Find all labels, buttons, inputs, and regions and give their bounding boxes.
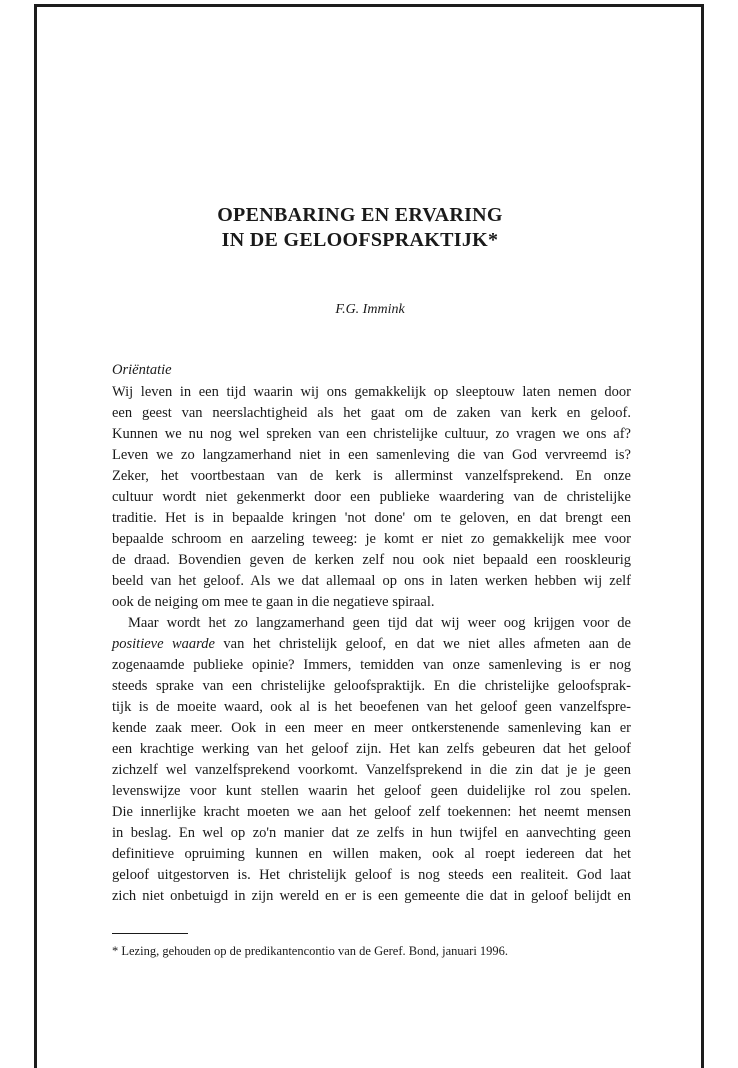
body-line: cultuur wordt niet gekenmerkt door een publieke waardering van de christelijke [112, 489, 631, 505]
body-line: levenswijze voor kunt stellen waarin het geloof geen duidelijke rol zou spelen. [112, 783, 631, 799]
paragraph-first-line: Maar wordt het zo langzamerhand geen tijd dat wij weer oog krijgen voor de [128, 615, 631, 631]
body-line: definitieve opruiming kunnen en willen maken, ook al roept iedereen dat het [112, 846, 631, 862]
body-line-continuation: van het christelijk geloof, en dat we niet alles afmeten aan de [214, 636, 631, 652]
body-line: zogenaamde publieke opinie? Immers, temidden van onze samenleving is er nog [112, 657, 631, 673]
body-line: ook de neiging om mee te gaan in die negatieve spiraal. [112, 594, 435, 610]
emphasis-text: positieve waarde [112, 636, 215, 652]
scan-border-left [34, 4, 37, 1068]
body-line: beeld van het geloof. Als we dat allemaal op ons in laten werken hebben wij zelf [112, 573, 631, 589]
body-line: Die innerlijke kracht moeten we aan het geloof zelf toekennen: het neemt mensen [112, 804, 631, 820]
body-line: geloof uitgestorven is. Het christelijk geloof is nog steeds een realiteit. God laat [112, 867, 631, 883]
body-line: bepaalde schroom en aarzeling teweeg: je komt er niet zo gemakkelijk mee voor [112, 531, 631, 547]
section-heading: Oriëntatie [112, 362, 172, 378]
scan-border-top [34, 4, 704, 7]
body-line-with-emphasis [112, 634, 631, 655]
body-line: kende zaak meer. Ook in een meer en meer ontkerstenende samenleving kan er [112, 720, 631, 736]
body-line: Kunnen we nu nog wel spreken van een christelijke cultuur, zo vragen we ons af? [112, 426, 631, 442]
body-line: Wij leven in een tijd waarin wij ons gemakkelijk op sleeptouw laten nemen door [112, 384, 631, 400]
body-line: tijk is de moeite waard, ook al is het beoefenen van het geloof geen vanzelfspre- [112, 699, 631, 715]
body-line: een krachtige werking van het geloof zijn. Het kan zelfs gebeuren dat het geloof [112, 741, 631, 757]
body-line: zichzelf wel vanzelfsprekend voorkomt. Vanzelfsprekend in die zin dat je je geen [112, 762, 631, 778]
body-line: zich niet onbetuigd in zijn wereld en er is een gemeente die dat in geloof belijdt en [112, 888, 631, 904]
body-line: een geest van neerslachtigheid als het gaat om de zaken van kerk en geloof. [112, 405, 631, 421]
article-title-line-2: IN DE GELOOFSPRAKTIJK* [221, 229, 499, 251]
body-line: steeds sprake van een christelijke geloofspraktijk. En die christelijke geloofsprak- [112, 678, 631, 694]
body-line: traditie. Het is in bepaalde kringen 'not done' om te geloven, en dat brengt een [112, 510, 631, 526]
body-line: de draad. Bovendien geven de kerken zelf nou ook niet bepaald een rooskleurig [112, 552, 631, 568]
article-title-line-1: OPENBARING EN ERVARING [217, 204, 503, 226]
scan-border-right [701, 4, 704, 1068]
author-name: F.G. Immink [335, 302, 405, 317]
body-line: in beslag. En wel op zo'n manier dat ze zelfs in hun twijfel en aanvechting geen [112, 825, 631, 841]
footnote: * Lezing, gehouden op de predikantencontio van de Geref. Bond, januari 1996. [112, 944, 509, 958]
body-line: Leven we zo langzamerhand niet in een samenleving die van God vervreemd is? [112, 447, 631, 463]
footnote-divider [112, 933, 188, 934]
body-line: Zeker, het voortbestaan van de kerk is allerminst vanzelfsprekend. En onze [112, 468, 631, 484]
